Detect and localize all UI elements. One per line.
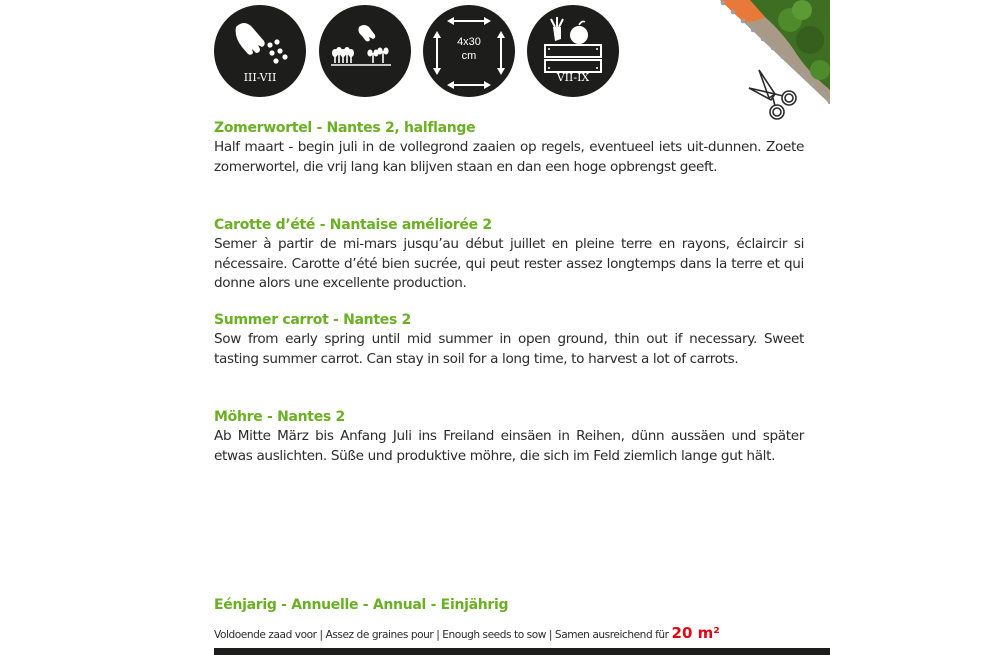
spacing-badge xyxy=(423,5,515,97)
section-title: Carotte d’été - Nantaise améliorée 2 xyxy=(214,217,492,233)
section-title: Summer carrot - Nantes 2 xyxy=(214,312,411,328)
harvest-months: VII-IX xyxy=(556,71,590,84)
section-body: Semer à partir de mi-mars jusqu’au début juillet en pleine terre en rayons, éclaircir si nécessaire. Carotte d’été bien sucrée, qui peut rester assez longtemps dans la terre et qui donne alors une excellente production. xyxy=(214,236,804,291)
section-title: Zomerwortel - Nantes 2, halflange xyxy=(214,120,476,136)
section-french xyxy=(214,216,804,294)
section-body: Half maart - begin juli in de vollegrond zaaien op regels, eventueel iets uit-dunnen. Zoete zomerwortel, die vrij lang kan blijven staan en dan een hoge opbrengst geeft. xyxy=(214,139,804,175)
section-body: Sow from early spring until mid summer in open ground, thin out if necessary. Sweet tasting summer carrot. Can stay in soil for a long time, to harvest a lot of carrots. xyxy=(214,331,804,367)
section-body: Ab Mitte März bis Anfang Juli ins Freiland einsäen in Reihen, dünn aussäen und später etwas auslichten. Süße und produktive möhre, die sich im Feld ziemlich lange gut hält. xyxy=(214,428,804,464)
thinning-badge xyxy=(319,5,411,97)
bottom-bar xyxy=(214,648,830,655)
sowing-months: III-VII xyxy=(243,71,277,84)
sowing-area: 20 m² xyxy=(671,624,720,642)
spacing-value: 4x30 cm xyxy=(457,36,481,62)
seed-quantity-line xyxy=(214,624,814,642)
scissors-icon xyxy=(745,68,805,120)
section-english xyxy=(214,311,804,369)
seed-quantity-text: Voldoende zaad voor | Assez de graines pour | Enough seeds to sow | Samen ausreichend für xyxy=(214,629,669,641)
section-german xyxy=(214,408,804,466)
sowing-period-badge xyxy=(214,5,306,97)
lifecycle-label: Eénjarig - Annuelle - Annual - Einjährig xyxy=(214,597,509,613)
thinning-seedlings-icon xyxy=(319,5,411,97)
section-dutch xyxy=(214,119,804,177)
harvest-period-badge xyxy=(527,5,619,97)
section-title: Möhre - Nantes 2 xyxy=(214,409,345,425)
